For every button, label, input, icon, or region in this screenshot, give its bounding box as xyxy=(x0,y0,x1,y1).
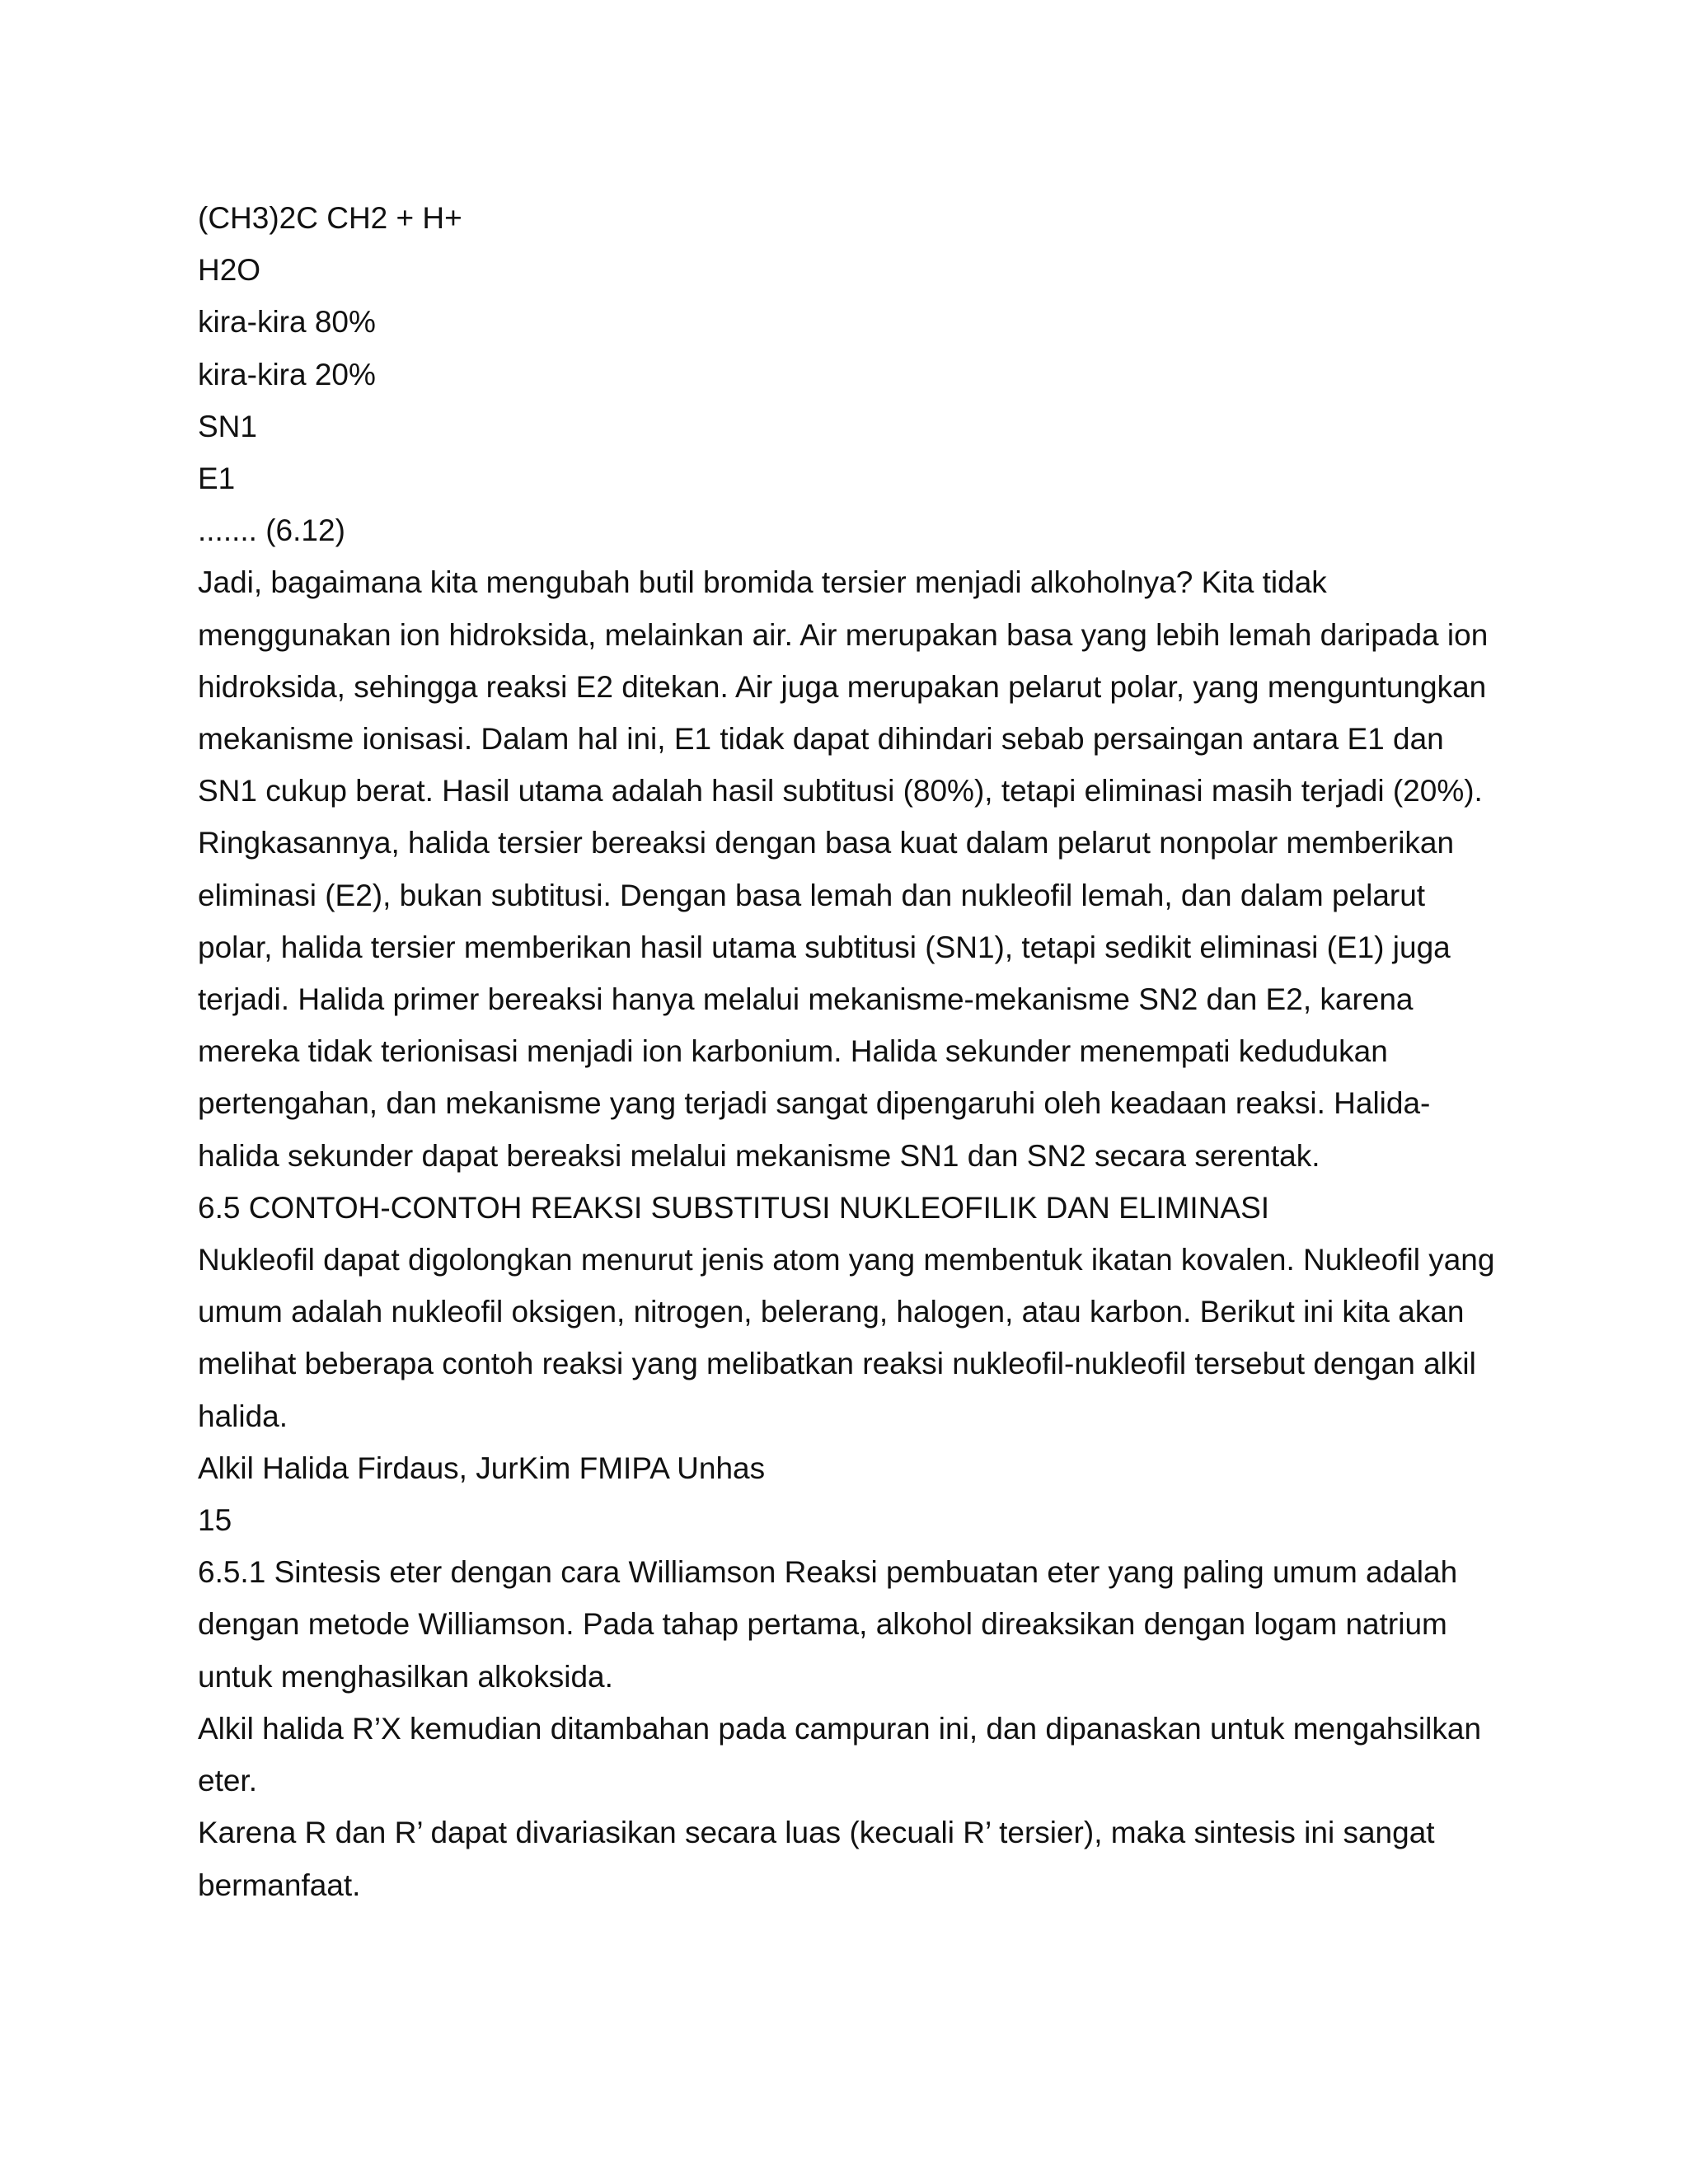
paragraph-line: eliminasi (E2), bukan subtitusi. Dengan basa lemah dan nukleofil lemah, dan dalam pelarut xyxy=(198,878,1426,912)
equation-mechanism-line: E1 xyxy=(198,462,236,496)
paragraph-line: bermanfaat. xyxy=(198,1868,361,1902)
paragraph-line: Karena R dan R’ dapat divariasikan secara luas (kecuali R’ tersier), maka sintesis ini sangat xyxy=(198,1816,1435,1850)
paragraph-line: melihat beberapa contoh reaksi yang melibatkan reaksi nukleofil-nukleofil tersebut dengan alkil xyxy=(198,1347,1476,1381)
paragraph-line: Alkil halida R’X kemudian ditambahan pada campuran ini, dan dipanaskan untuk mengahsilkan xyxy=(198,1711,1482,1746)
paragraph-line: Ringkasannya, halida tersier bereaksi dengan basa kuat dalam pelarut nonpolar memberikan xyxy=(198,826,1455,860)
paragraph-line: terjadi. Halida primer bereaksi hanya melalui mekanisme-mekanisme SN2 dan E2, karena xyxy=(198,982,1414,1017)
section-heading: 6.5 CONTOH-CONTOH REAKSI SUBSTITUSI NUKLEOFILIK DAN ELIMINASI xyxy=(198,1190,1270,1225)
paragraph-line: eter. xyxy=(198,1764,257,1798)
paragraph-line: dengan metode Williamson. Pada tahap pertama, alkohol direaksikan dengan logam natrium xyxy=(198,1607,1447,1642)
equation-reactant-line: (CH3)2C CH2 + H+ xyxy=(198,201,462,235)
page-number: 15 xyxy=(198,1503,232,1538)
running-footer: Alkil Halida Firdaus, JurKim FMIPA Unhas xyxy=(198,1451,766,1485)
paragraph-line: umum adalah nukleofil oksigen, nitrogen, belerang, halogen, atau karbon. Berikut ini kita akan xyxy=(198,1295,1465,1329)
equation-number-line: ....... (6.12) xyxy=(198,513,345,548)
equation-solvent-line: H2O xyxy=(198,253,261,288)
paragraph-line: halida. xyxy=(198,1399,288,1433)
subsection-paragraph-line: 6.5.1 Sintesis eter dengan cara Williamson Reaksi pembuatan eter yang paling umum adalah xyxy=(198,1555,1458,1590)
equation-yield-line: kira-kira 20% xyxy=(198,357,376,391)
paragraph-line: halida sekunder dapat bereaksi melalui mekanisme SN1 dan SN2 secara serentak. xyxy=(198,1138,1320,1173)
equation-mechanism-line: SN1 xyxy=(198,409,257,443)
paragraph-line: hidroksida, sehingga reaksi E2 ditekan. Air juga merupakan pelarut polar, yang menguntungkan xyxy=(198,669,1487,704)
paragraph-line: mereka tidak terionisasi menjadi ion karbonium. Halida sekunder menempati kedudukan xyxy=(198,1034,1388,1069)
paragraph-line: menggunakan ion hidroksida, melainkan air. Air merupakan basa yang lebih lemah daripada ion xyxy=(198,617,1489,652)
paragraph-line: Jadi, bagaimana kita mengubah butil bromida tersier menjadi alkoholnya? Kita tidak xyxy=(198,565,1327,600)
paragraph-line: SN1 cukup berat. Hasil utama adalah hasil subtitusi (80%), tetapi eliminasi masih terjadi (20%). xyxy=(198,774,1483,808)
page-text xyxy=(198,192,1517,1911)
paragraph-line: Nukleofil dapat digolongkan menurut jenis atom yang membentuk ikatan kovalen. Nukleofil yang xyxy=(198,1243,1495,1277)
paragraph-line: mekanisme ionisasi. Dalam hal ini, E1 tidak dapat dihindari sebab persaingan antara E1 dan xyxy=(198,722,1444,757)
paragraph-line: polar, halida tersier memberikan hasil utama subtitusi (SN1), tetapi sedikit eliminasi (E1) juga xyxy=(198,930,1451,964)
paragraph-line: pertengahan, dan mekanisme yang terjadi sangat dipengaruhi oleh keadaan reaksi. Halida- xyxy=(198,1086,1431,1121)
paragraph-line: untuk menghasilkan alkoksida. xyxy=(198,1659,613,1694)
equation-yield-line: kira-kira 80% xyxy=(198,305,376,340)
